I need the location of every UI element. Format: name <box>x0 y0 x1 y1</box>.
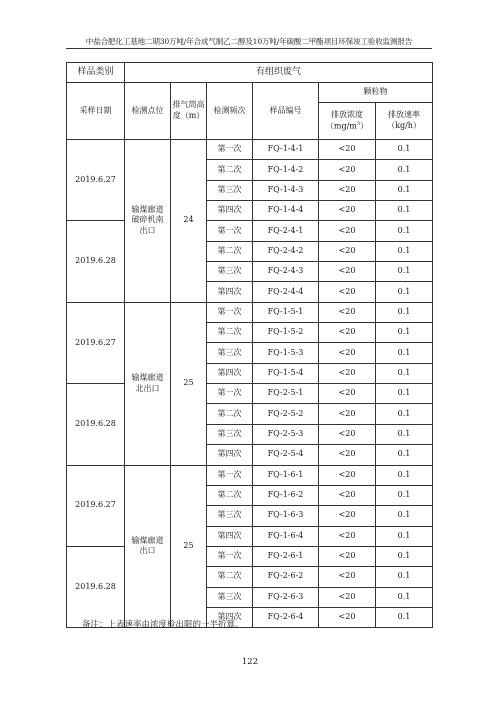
emission-rate: 0.1 <box>376 262 433 282</box>
sample-id: FQ-1-5-3 <box>253 343 319 363</box>
emission-rate: 0.1 <box>376 587 433 607</box>
emission-concentration: <20 <box>319 567 376 587</box>
frequency: 第一次 <box>207 140 253 160</box>
emission-rate: 0.1 <box>376 323 433 343</box>
table-note: 备注：上表速率由浓度检出限的一半折算。 <box>82 620 244 630</box>
table-row <box>67 302 433 322</box>
emission-rate: 0.1 <box>376 526 433 546</box>
sample-id: FQ-2-4-2 <box>253 241 319 261</box>
page-number: 122 <box>241 657 259 667</box>
frequency: 第三次 <box>207 424 253 444</box>
sample-id: FQ-1-4-2 <box>253 160 319 180</box>
emission-rate: 0.1 <box>376 384 433 404</box>
frequency: 第一次 <box>207 302 253 322</box>
frequency: 第二次 <box>207 160 253 180</box>
sample-id: FQ-1-4-3 <box>253 180 319 200</box>
emission-concentration: <20 <box>319 262 376 282</box>
conc-header <box>319 103 376 140</box>
frequency: 第一次 <box>207 465 253 485</box>
sampling-date: 2019.6.28 <box>67 221 125 302</box>
sample-id: FQ-2-5-2 <box>253 404 319 424</box>
sample-id: FQ-2-4-3 <box>253 262 319 282</box>
emission-rate: 0.1 <box>376 424 433 444</box>
emission-concentration: <20 <box>319 404 376 424</box>
sample-id: FQ-1-4-4 <box>253 201 319 221</box>
frequency: 第四次 <box>207 201 253 221</box>
frequency: 第三次 <box>207 343 253 363</box>
sample-id: FQ-2-4-1 <box>253 221 319 241</box>
sample-id: FQ-2-6-1 <box>253 546 319 566</box>
conc-header-label: 排放浓度（mg/m <box>325 109 363 131</box>
sample-id: FQ-2-6-4 <box>253 607 319 627</box>
frequency: 第二次 <box>207 567 253 587</box>
emission-rate: 0.1 <box>376 485 433 505</box>
sample-id: FQ-1-6-3 <box>253 506 319 526</box>
frequency: 第四次 <box>207 607 253 627</box>
emission-concentration: <20 <box>319 160 376 180</box>
emission-rate: 0.1 <box>376 221 433 241</box>
emission-concentration: <20 <box>319 506 376 526</box>
frequency: 第四次 <box>207 445 253 465</box>
emission-concentration: <20 <box>319 282 376 302</box>
frequency: 第四次 <box>207 282 253 302</box>
emission-concentration: <20 <box>319 546 376 566</box>
sample-id: FQ-2-5-3 <box>253 424 319 444</box>
category-value: 有组织废气 <box>125 63 433 83</box>
frequency: 第二次 <box>207 241 253 261</box>
sample-id: FQ-2-6-3 <box>253 587 319 607</box>
frequency: 第二次 <box>207 485 253 505</box>
col-date-header: 采样日期 <box>67 83 125 140</box>
table-row <box>67 384 433 404</box>
sampling-date: 2019.6.27 <box>67 465 125 546</box>
emission-concentration: <20 <box>319 241 376 261</box>
detection-point: 输煤廊道北出口 <box>125 302 171 465</box>
sample-id: FQ-1-5-4 <box>253 363 319 383</box>
col-sample-header: 样品编号 <box>253 83 319 140</box>
frequency: 第一次 <box>207 384 253 404</box>
col-point-header: 检测点位 <box>125 83 171 140</box>
emission-concentration: <20 <box>319 607 376 627</box>
detection-point: 输煤廊道破碎机南出口 <box>125 140 171 303</box>
emission-concentration: <20 <box>319 384 376 404</box>
emission-concentration: <20 <box>319 180 376 200</box>
emission-concentration: <20 <box>319 526 376 546</box>
frequency: 第一次 <box>207 546 253 566</box>
table-row <box>67 546 433 566</box>
emission-rate: 0.1 <box>376 302 433 322</box>
stack-height: 25 <box>171 302 207 465</box>
sample-id: FQ-1-5-2 <box>253 323 319 343</box>
emission-concentration: <20 <box>319 485 376 505</box>
emission-rate: 0.1 <box>376 241 433 261</box>
emission-rate: 0.1 <box>376 404 433 424</box>
emission-concentration: <20 <box>319 201 376 221</box>
emission-rate: 0.1 <box>376 140 433 160</box>
sampling-date: 2019.6.28 <box>67 546 125 627</box>
emission-concentration: <20 <box>319 323 376 343</box>
emission-concentration: <20 <box>319 445 376 465</box>
frequency: 第二次 <box>207 404 253 424</box>
emission-concentration: <20 <box>319 302 376 322</box>
frequency: 第三次 <box>207 587 253 607</box>
table-row <box>67 221 433 241</box>
emission-rate: 0.1 <box>376 343 433 363</box>
emission-rate: 0.1 <box>376 607 433 627</box>
frequency: 第四次 <box>207 363 253 383</box>
sample-id: FQ-1-6-2 <box>253 485 319 505</box>
header-rule <box>66 48 432 49</box>
emission-rate: 0.1 <box>376 465 433 485</box>
frequency: 第一次 <box>207 221 253 241</box>
table-row <box>67 140 433 160</box>
frequency: 第二次 <box>207 323 253 343</box>
emission-concentration: <20 <box>319 465 376 485</box>
emission-rate: 0.1 <box>376 363 433 383</box>
sample-id: FQ-2-5-4 <box>253 445 319 465</box>
emission-rate: 0.1 <box>376 546 433 566</box>
sample-id: FQ-2-5-1 <box>253 384 319 404</box>
sample-id: FQ-2-6-2 <box>253 567 319 587</box>
frequency: 第四次 <box>207 526 253 546</box>
emission-concentration: <20 <box>319 221 376 241</box>
detection-point: 输煤廊道出口 <box>125 465 171 628</box>
emission-rate: 0.1 <box>376 201 433 221</box>
sample-id: FQ-1-6-1 <box>253 465 319 485</box>
conc-header-close: ） <box>360 121 369 131</box>
sample-id: FQ-1-5-1 <box>253 302 319 322</box>
sampling-date: 2019.6.28 <box>67 384 125 465</box>
col-freq-header: 检测频次 <box>207 83 253 140</box>
emission-concentration: <20 <box>319 343 376 363</box>
emission-rate: 0.1 <box>376 160 433 180</box>
frequency: 第三次 <box>207 506 253 526</box>
rate-header: 排放速率（kg/h） <box>376 103 433 140</box>
report-header: 中盐合肥化工基地二期30万吨/年合成气制乙二醇及10万吨/年碳酸二甲酯项目环保竣工验收监测报告 <box>85 37 413 46</box>
sample-id: FQ-2-4-4 <box>253 282 319 302</box>
emission-rate: 0.1 <box>376 567 433 587</box>
frequency: 第三次 <box>207 180 253 200</box>
sample-id: FQ-1-4-1 <box>253 140 319 160</box>
emission-table <box>66 62 433 628</box>
emission-concentration: <20 <box>319 140 376 160</box>
category-label: 样品类别 <box>67 63 125 83</box>
sampling-date: 2019.6.27 <box>67 302 125 383</box>
stack-height: 24 <box>171 140 207 303</box>
emission-rate: 0.1 <box>376 445 433 465</box>
emission-rate: 0.1 <box>376 506 433 526</box>
sampling-date: 2019.6.27 <box>67 140 125 221</box>
table-row <box>67 465 433 485</box>
emission-rate: 0.1 <box>376 282 433 302</box>
col-height-header: 排气筒高度（m） <box>171 83 207 140</box>
emission-concentration: <20 <box>319 424 376 444</box>
particulate-header: 颗粒物 <box>319 83 433 103</box>
conc-header-sup: 3 <box>356 120 361 127</box>
emission-concentration: <20 <box>319 587 376 607</box>
frequency: 第三次 <box>207 262 253 282</box>
emission-rate: 0.1 <box>376 180 433 200</box>
stack-height: 25 <box>171 465 207 628</box>
emission-concentration: <20 <box>319 363 376 383</box>
sample-id: FQ-1-6-4 <box>253 526 319 546</box>
